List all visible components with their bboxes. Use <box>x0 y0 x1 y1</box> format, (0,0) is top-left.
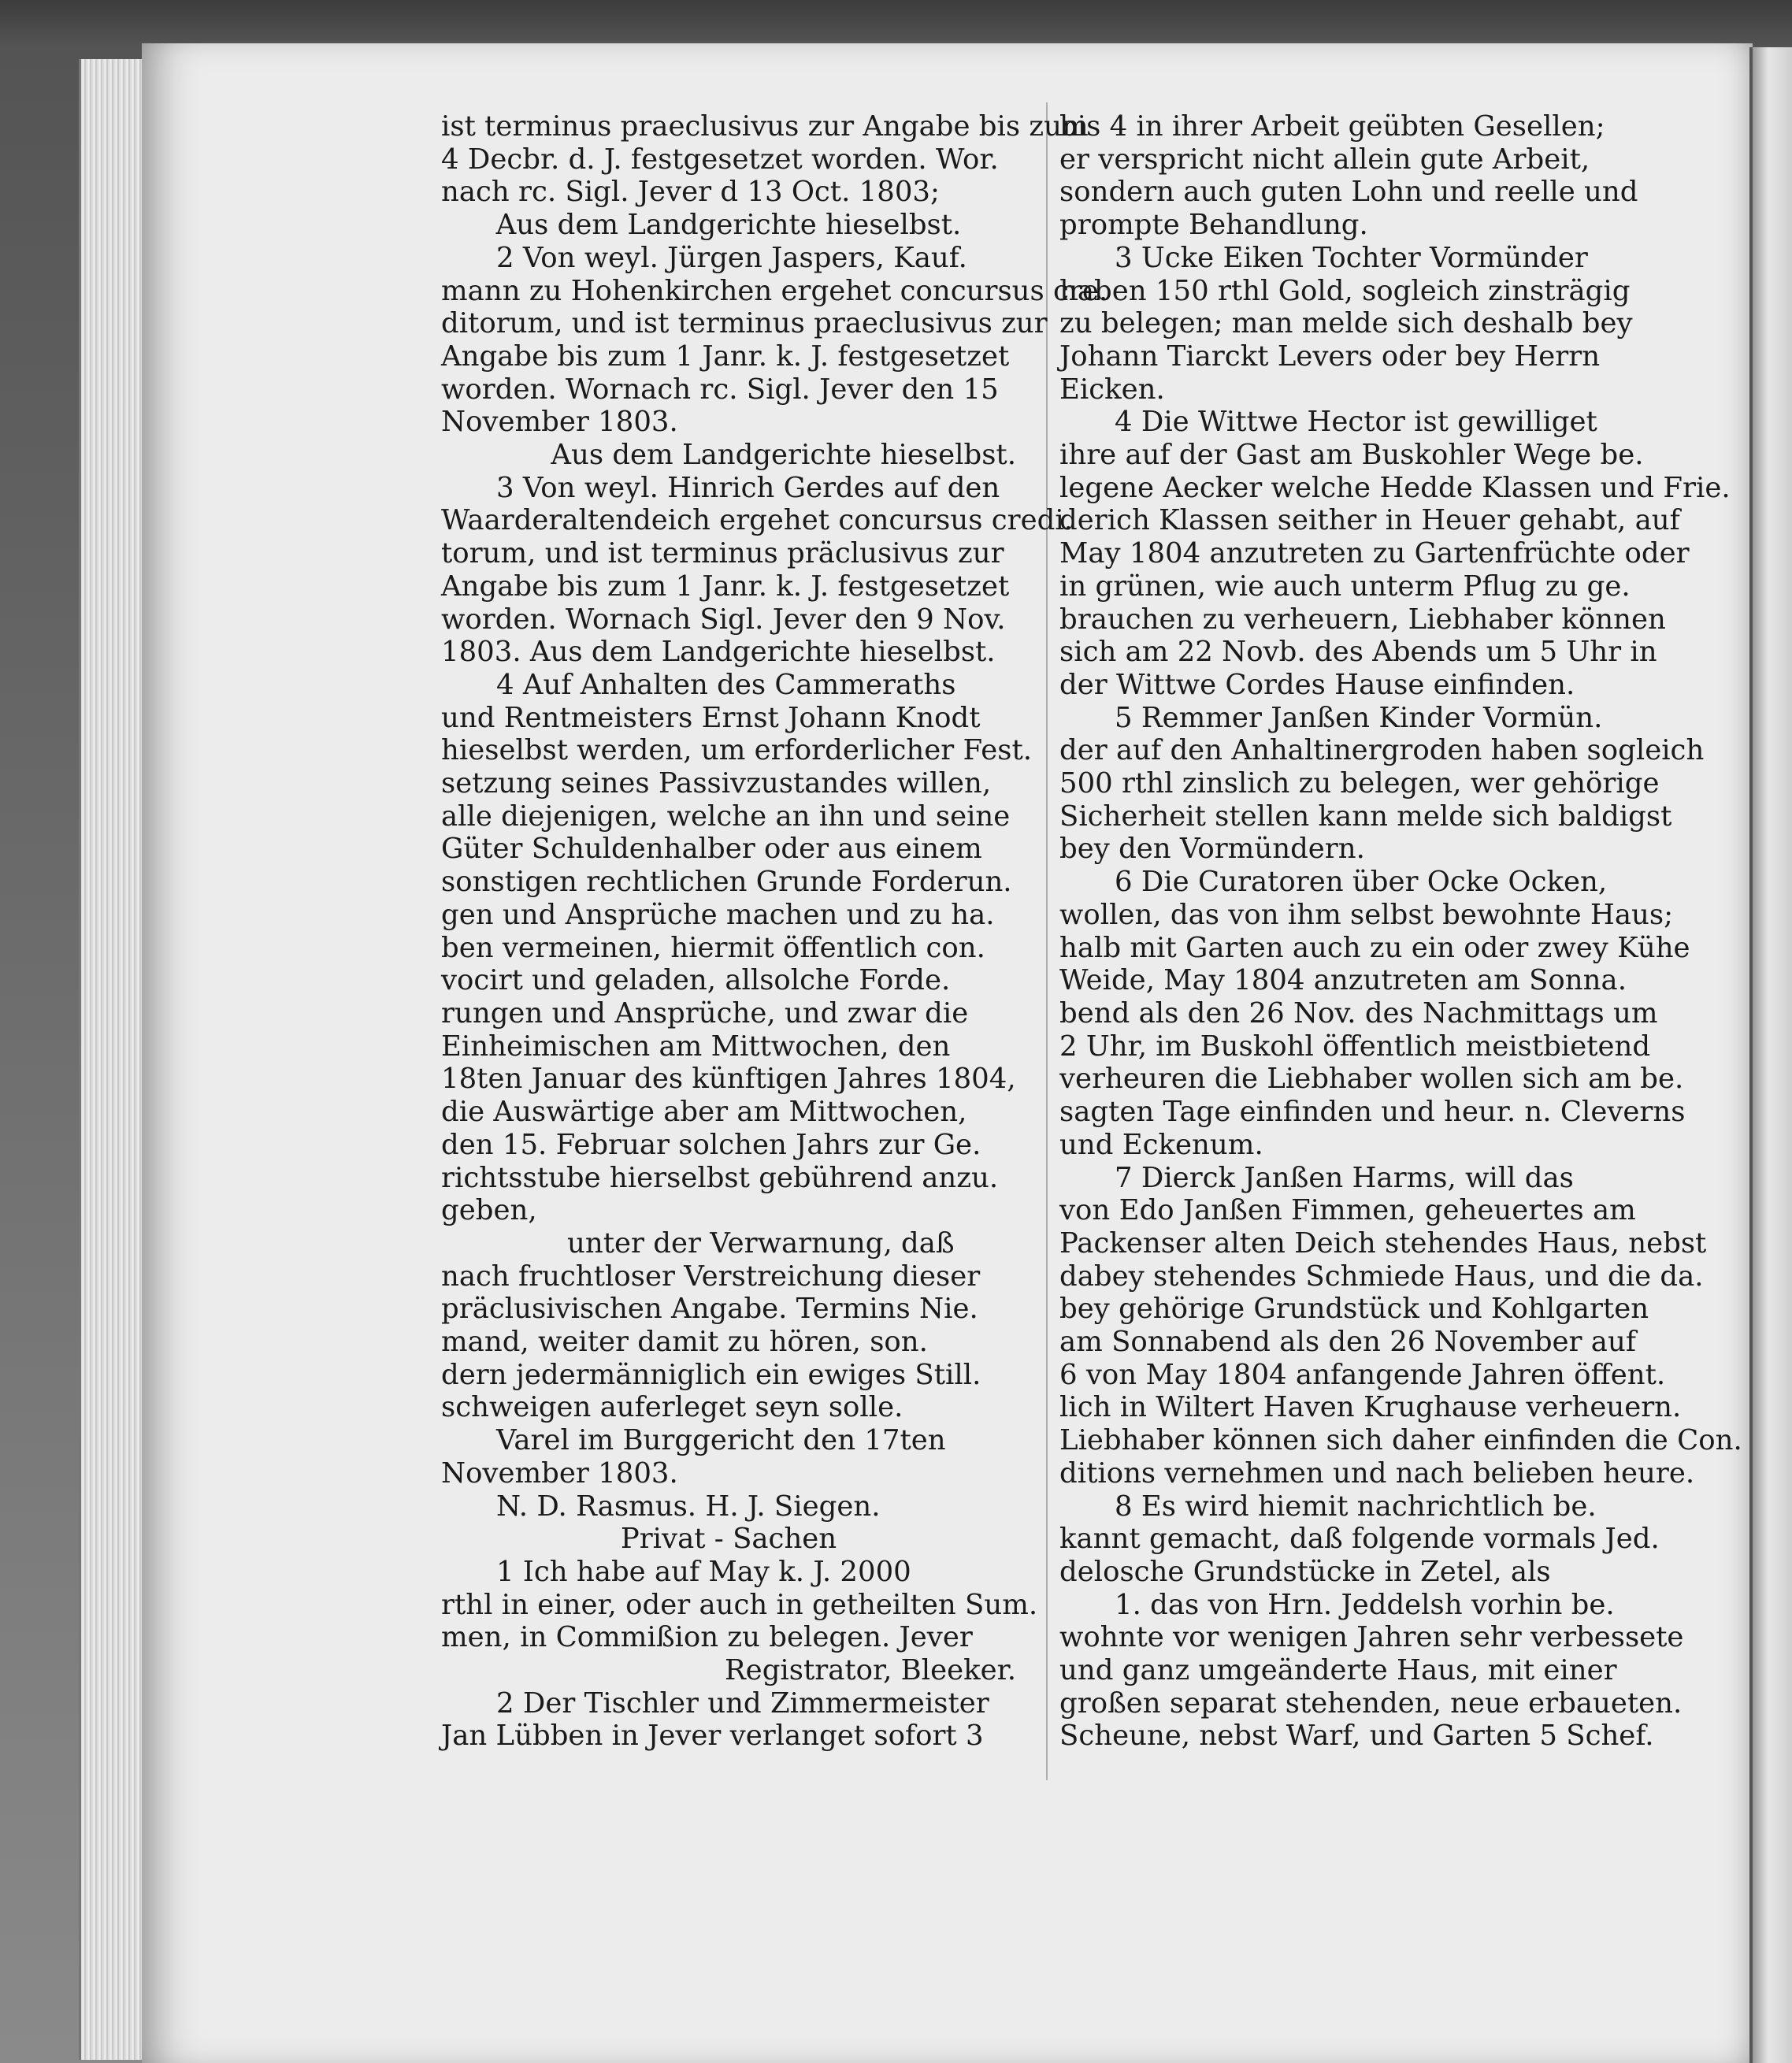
text-line: in grünen, wie auch unterm Pflug zu ge. <box>1059 570 1631 603</box>
text-line: derich Klassen seither in Heuer gehabt, auf <box>1059 504 1680 537</box>
text-line: 2 Uhr, im Buskohl öffentlich meistbietend <box>1059 1030 1651 1063</box>
text-line: Aus dem Landgerichte hieselbst. <box>495 209 962 242</box>
text-line: setzung seines Passivzustandes willen, <box>441 767 992 800</box>
text-line: richtsstube hierselbst gebührend anzu. <box>441 1161 999 1194</box>
text-line: lich in Wiltert Haven Krughause verheuern. <box>1059 1391 1682 1424</box>
text-line: verheuren die Liebhaber wollen sich am be. <box>1059 1063 1684 1096</box>
text-line: N. D. Rasmus. H. J. Siegen. <box>496 1490 881 1523</box>
text-line: Liebhaber können sich daher einfinden die Con. <box>1059 1424 1742 1457</box>
text-line: men, in Commißion zu belegen. Jever <box>441 1621 973 1654</box>
text-line: mann zu Hohenkirchen ergehet concursus cre. <box>441 274 1108 307</box>
text-line: 2 Der Tischler und Zimmermeister <box>496 1686 989 1720</box>
text-line: alle diejenigen, welche an ihn und seine <box>441 800 1011 833</box>
left-text-column <box>441 110 1108 1753</box>
text-line: worden. Wornach Sigl. Jever den 9 Nov. <box>441 603 1006 636</box>
text-line: gen und Ansprüche machen und zu ha. <box>441 898 995 931</box>
text-line: Angabe bis zum 1 Janr. k. J. festgesetzet <box>441 340 1010 373</box>
text-line: die Auswärtige aber am Mittwochen, <box>441 1096 967 1129</box>
text-line: sondern auch guten Lohn und reelle und <box>1059 176 1638 209</box>
text-line: zu belegen; man melde sich deshalb bey <box>1059 307 1633 340</box>
text-line: bey den Vormündern. <box>1059 833 1365 866</box>
text-line: und Rentmeisters Ernst Johann Knodt <box>441 701 981 734</box>
text-line: mand, weiter damit zu hören, son. <box>441 1326 928 1359</box>
text-line: 500 rthl zinslich zu belegen, wer gehörige <box>1059 767 1660 800</box>
text-line: 18ten Januar des künftigen Jahres 1804, <box>441 1063 1016 1096</box>
text-line: legene Aecker welche Hedde Klassen und Frie. <box>1059 471 1731 504</box>
next-page-edge <box>1749 47 1792 2063</box>
text-line: 4 Die Wittwe Hector ist gewilliget <box>1115 406 1597 439</box>
text-line: wohnte vor wenigen Jahren sehr verbessete <box>1059 1621 1684 1654</box>
text-line: unter der Verwarnung, daß <box>567 1226 955 1260</box>
text-line: 1803. Aus dem Landgerichte hieselbst. <box>441 636 996 669</box>
text-line: nach rc. Sigl. Jever d 13 Oct. 1803; <box>441 176 940 209</box>
text-line: dern jedermänniglich ein ewiges Still. <box>441 1358 981 1391</box>
text-line: November 1803. <box>441 1456 678 1490</box>
text-line: Sicherheit stellen kann melde sich baldigst <box>1059 800 1672 833</box>
text-line: den 15. Februar solchen Jahrs zur Ge. <box>441 1128 981 1161</box>
text-line: kannt gemacht, daß folgende vormals Jed. <box>1059 1523 1660 1556</box>
text-line: 7 Dierck Janßen Harms, will das <box>1115 1161 1574 1194</box>
text-line: 3 Von weyl. Hinrich Gerdes auf den <box>496 471 1000 504</box>
text-line: Johann Tiarckt Levers oder bey Herrn <box>1059 340 1601 373</box>
text-line: 4 Auf Anhalten des Cammeraths <box>496 668 956 701</box>
text-line: ihre auf der Gast am Buskohler Wege be. <box>1059 439 1644 472</box>
text-line: sagten Tage einfinden und heur. n. Cleverns <box>1059 1096 1686 1129</box>
text-line: der Wittwe Cordes Hause einfinden. <box>1059 668 1575 701</box>
text-line: 3 Ucke Eiken Tochter Vormünder <box>1115 241 1588 274</box>
text-line: sonstigen rechtlichen Grunde Forderun. <box>441 866 1012 899</box>
text-line: Varel im Burggericht den 17ten <box>496 1424 946 1457</box>
text-line: rthl in einer, oder auch in getheilten Sum. <box>441 1588 1038 1621</box>
text-line: brauchen zu verheuern, Liebhaber können <box>1059 603 1666 636</box>
text-line: worden. Wornach rc. Sigl. Jever den 15 <box>441 373 999 406</box>
text-line: er verspricht nicht allein gute Arbeit, <box>1059 143 1590 176</box>
text-line: halb mit Garten auch zu ein oder zwey Kühe <box>1059 931 1690 964</box>
text-line: prompte Behandlung. <box>1059 209 1368 242</box>
text-line: ist terminus praeclusivus zur Angabe bis zum <box>441 110 1089 143</box>
text-line: torum, und ist terminus präclusivus zur <box>441 537 1004 570</box>
text-line: nach fruchtloser Verstreichung dieser <box>441 1260 981 1293</box>
text-line: Packenser alten Deich stehendes Haus, nebst <box>1059 1226 1707 1260</box>
text-line: Jan Lübben in Jever verlanget sofort 3 <box>441 1720 984 1753</box>
text-line: hieselbst werden, um erforderlicher Fest. <box>441 734 1032 767</box>
text-line: bis 4 in ihrer Arbeit geübten Gesellen; <box>1059 110 1605 143</box>
text-line: und ganz umgeänderte Haus, mit einer <box>1059 1654 1617 1687</box>
right-text-column <box>1059 110 1742 1753</box>
text-line: dabey stehendes Schmiede Haus, und die da. <box>1059 1260 1704 1293</box>
text-line: sich am 22 Novb. des Abends um 5 Uhr in <box>1059 636 1657 669</box>
text-line: November 1803. <box>441 406 678 439</box>
text-line: vocirt und geladen, allsolche Forde. <box>441 964 951 997</box>
column-divider <box>1046 102 1048 1780</box>
text-line: geben, <box>441 1194 537 1227</box>
text-line: bend als den 26 Nov. des Nachmittags um <box>1059 996 1658 1030</box>
text-line: ditions vernehmen und nach belieben heure. <box>1059 1456 1695 1490</box>
text-line: und Eckenum. <box>1059 1128 1263 1161</box>
text-line: Weide, May 1804 anzutreten am Sonna. <box>1059 964 1627 997</box>
text-line: Aus dem Landgerichte hieselbst. <box>551 439 1016 472</box>
text-line: wollen, das von ihm selbst bewohnte Haus; <box>1059 898 1674 931</box>
text-line: Güter Schuldenhalber oder aus einem <box>441 833 982 866</box>
text-line: 2 Von weyl. Jürgen Jaspers, Kauf. <box>496 241 967 274</box>
text-line: am Sonnabend als den 26 November auf <box>1059 1326 1636 1359</box>
text-line: schweigen auferleget seyn solle. <box>441 1391 903 1424</box>
text-line: 6 von May 1804 anfangende Jahren öffent. <box>1059 1358 1666 1391</box>
text-line: rungen und Ansprüche, und zwar die <box>441 996 969 1030</box>
text-line: Registrator, Bleeker. <box>724 1654 1016 1687</box>
text-line: präclusivischen Angabe. Termins Nie. <box>441 1293 978 1326</box>
text-line: Waarderaltendeich ergehet concursus credi. <box>441 504 1073 537</box>
text-line: May 1804 anzutreten zu Gartenfrüchte oder <box>1059 537 1690 570</box>
text-line: 5 Remmer Janßen Kinder Vormün. <box>1115 701 1603 734</box>
text-line: großen separat stehenden, neue erbaueten. <box>1059 1686 1683 1720</box>
text-line: delosche Grundstücke in Zetel, als <box>1059 1555 1551 1588</box>
text-line: ben vermeinen, hiermit öffentlich con. <box>441 931 985 964</box>
text-line: bey gehörige Grundstück und Kohlgarten <box>1059 1293 1649 1326</box>
text-line: von Edo Janßen Fimmen, geheuertes am <box>1059 1194 1636 1227</box>
text-line: 8 Es wird hiemit nachrichtlich be. <box>1115 1490 1597 1523</box>
text-line: ditorum, und ist terminus praeclusivus zur <box>441 307 1048 340</box>
text-line: 4 Decbr. d. J. festgesetzet worden. Wor. <box>441 143 999 176</box>
text-line: 1. das von Hrn. Jeddelsh vorhin be. <box>1115 1588 1615 1621</box>
text-line: haben 150 rthl Gold, sogleich zinsträgig <box>1059 274 1631 307</box>
text-line: 1 Ich habe auf May k. J. 2000 <box>496 1555 911 1588</box>
text-line: Scheune, nebst Warf, und Garten 5 Schef. <box>1059 1720 1654 1753</box>
text-line: der auf den Anhaltinergroden haben sogleich <box>1059 734 1705 767</box>
text-line: Angabe bis zum 1 Janr. k. J. festgesetzet <box>441 570 1010 603</box>
text-line: 6 Die Curatoren über Ocke Ocken, <box>1115 866 1608 899</box>
text-line: Einheimischen am Mittwochen, den <box>441 1030 951 1063</box>
text-line: Privat - Sachen <box>620 1523 837 1556</box>
text-line: Eicken. <box>1059 373 1165 406</box>
